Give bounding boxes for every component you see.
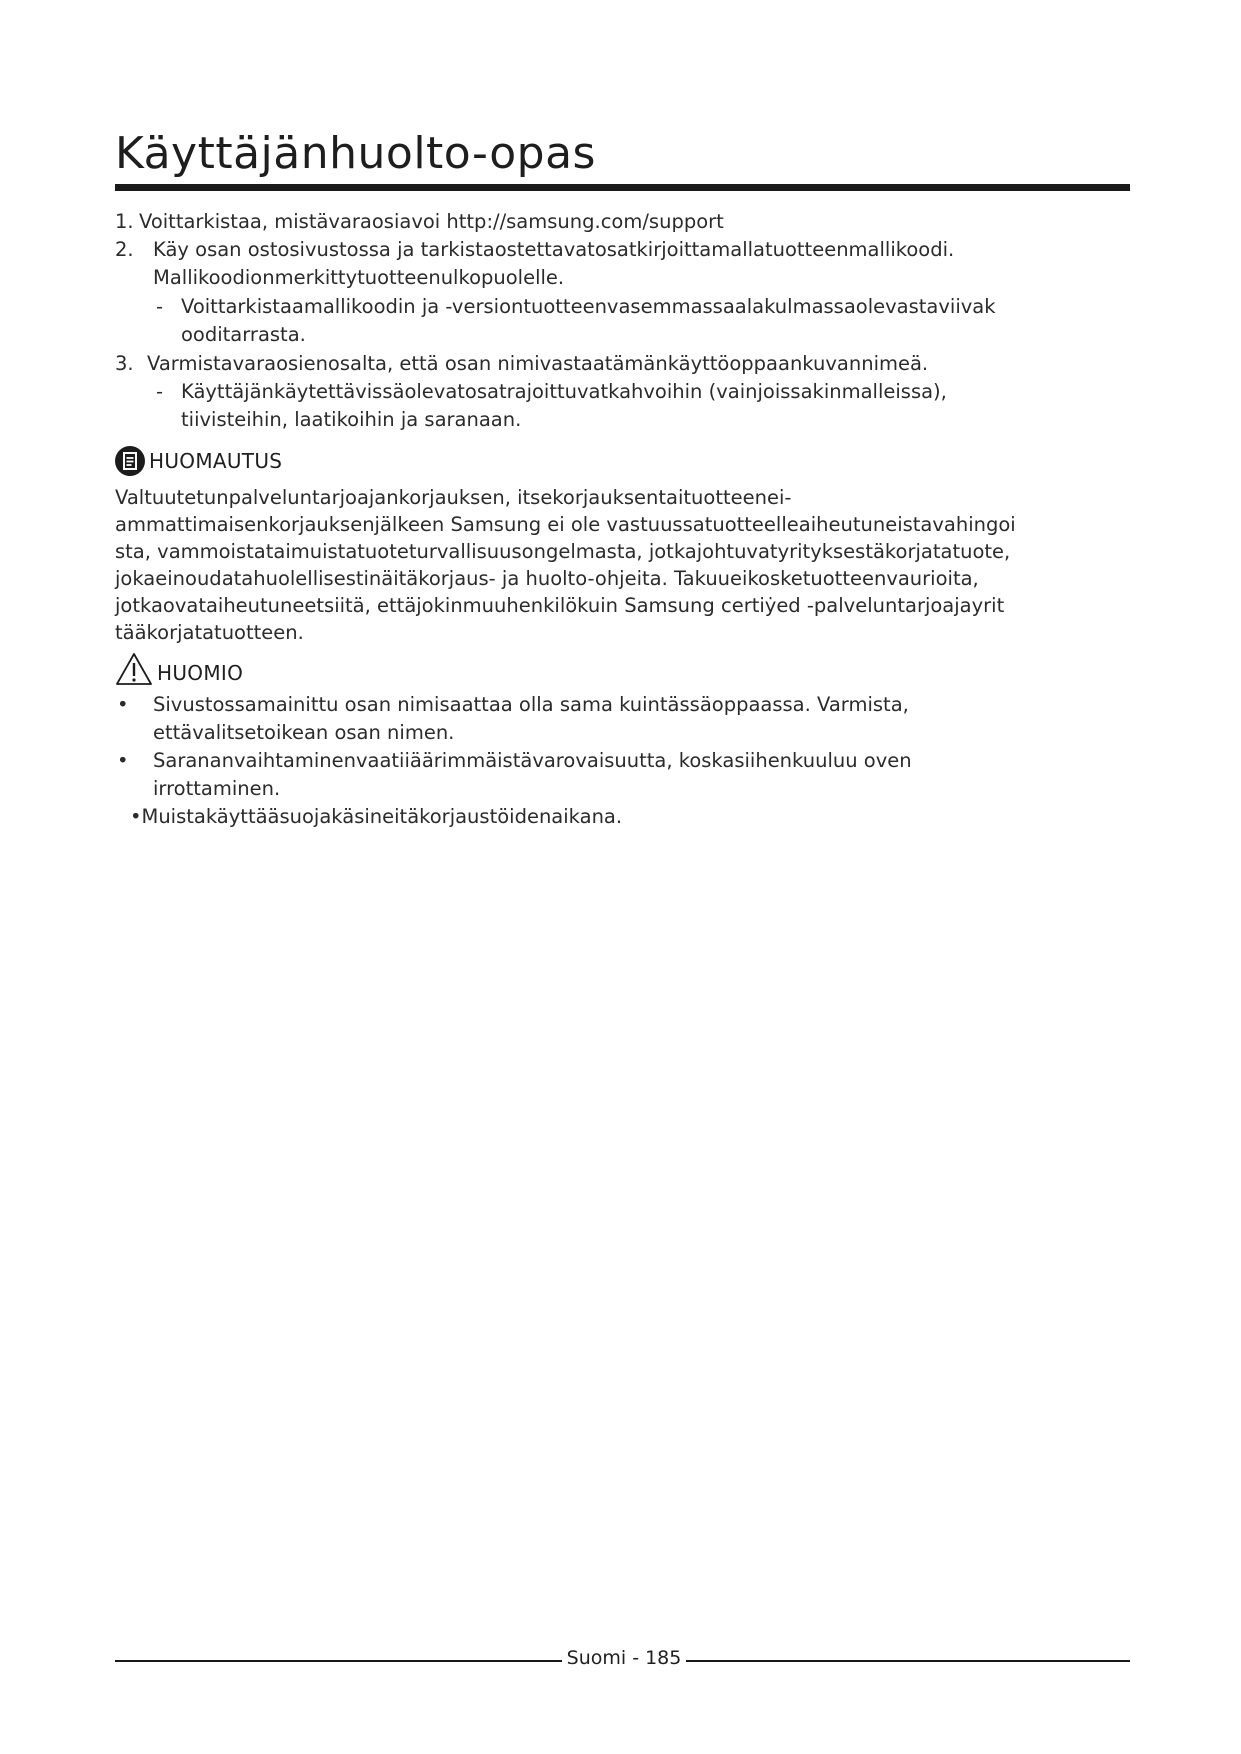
- caution-bullet-1-marker: •: [117, 693, 129, 716]
- step-2-line-1: Käy osan ostosivustossa ja tarkistaostettavatosatkirjoittamallatuotteenmallikoodi.: [153, 238, 955, 261]
- footer-rule-left: [115, 1660, 562, 1662]
- title-underline: [115, 184, 1130, 191]
- note-line-3: sta, vammoistataimuistatuoteturvallisuusongelmasta, jotkajohtuvatyrityksestäkorjatatuote,: [115, 540, 1011, 563]
- note-icon: [115, 446, 145, 476]
- step-3-line-1: Varmistavaraosienosalta, että osan nimivastaatämänkäyttöoppaankuvannimeä.: [147, 352, 929, 375]
- note-line-1: Valtuutetunpalveluntarjoajankorjauksen, itsekorjauksentaituotteenei-: [115, 486, 792, 509]
- step-3-sub-line-1: Käyttäjänkäytettävissäolevatosatrajoittuvatkahvoihin (vainjoissakinmalleissa),: [181, 380, 947, 403]
- step-1-line-1: Voittarkistaa, mistävaraosiavoi http://samsung.com/support: [139, 210, 724, 233]
- caution-bullet-1-line-1: Sivustossamainittu osan nimisaattaa olla sama kuintässäoppaassa. Varmista,: [153, 693, 909, 716]
- caution-bullet-2-line-2: irrottaminen.: [153, 777, 281, 800]
- footer-rule-right: [686, 1660, 1130, 1662]
- note-line-2: ammattimaisenkorjauksenjälkeen Samsung ei ole vastuussatuotteelleaiheutuneistavahingoi: [115, 513, 1016, 536]
- note-line-5: jotkaovataiheutuneetsiitä, ettäjokinmuuhenkilökuin Samsung certiẏed -palveluntarjoajayrit: [115, 594, 1005, 617]
- note-line-6: tääkorjatatuotteen.: [115, 621, 304, 644]
- step-2-number: 2.: [115, 238, 134, 261]
- step-3-sub-dash: -: [156, 380, 164, 403]
- caution-bullet-2-line-1: Sarananvaihtaminenvaatiiäärimmäistävarovaisuutta, koskasiihenkuuluu oven: [153, 749, 912, 772]
- page-title: Käyttäjänhuolto-opas: [115, 128, 596, 179]
- step-3-sub-line-2: tiivisteihin, laatikoihin ja saranaan.: [181, 408, 522, 431]
- step-3-number: 3.: [115, 352, 134, 375]
- footer-page-number: Suomi - 185: [566, 1647, 682, 1669]
- note-heading: [115, 446, 282, 476]
- step-2-sub-line-2: ooditarrasta.: [181, 323, 306, 346]
- caution-last-line: •Muistakäyttääsuojakäsineitäkorjaustöidenaikana.: [130, 805, 623, 828]
- warning-triangle-icon: [115, 652, 153, 686]
- step-2-sub-line-1: Voittarkistaamallikoodin ja -versiontuotteenvasemmassaalakulmassaolevastaviivak: [181, 295, 996, 318]
- step-1-number: 1.: [115, 210, 134, 233]
- step-2-line-2: Mallikoodionmerkittytuotteenulkopuolelle.: [153, 266, 565, 289]
- note-heading-label: HUOMAUTUS: [149, 449, 283, 473]
- caution-heading-label: HUOMIO: [157, 661, 244, 685]
- caution-bullet-2-marker: •: [117, 749, 129, 772]
- step-2-sub-dash: -: [156, 295, 164, 318]
- caution-heading: [115, 652, 243, 686]
- note-line-4: jokaeinoudatahuolellisestinäitäkorjaus- ja huolto-ohjeita. Takuueikosketuotteenvaurioita,: [115, 567, 979, 590]
- caution-bullet-1-line-2: ettävalitsetoikean osan nimen.: [153, 721, 455, 744]
